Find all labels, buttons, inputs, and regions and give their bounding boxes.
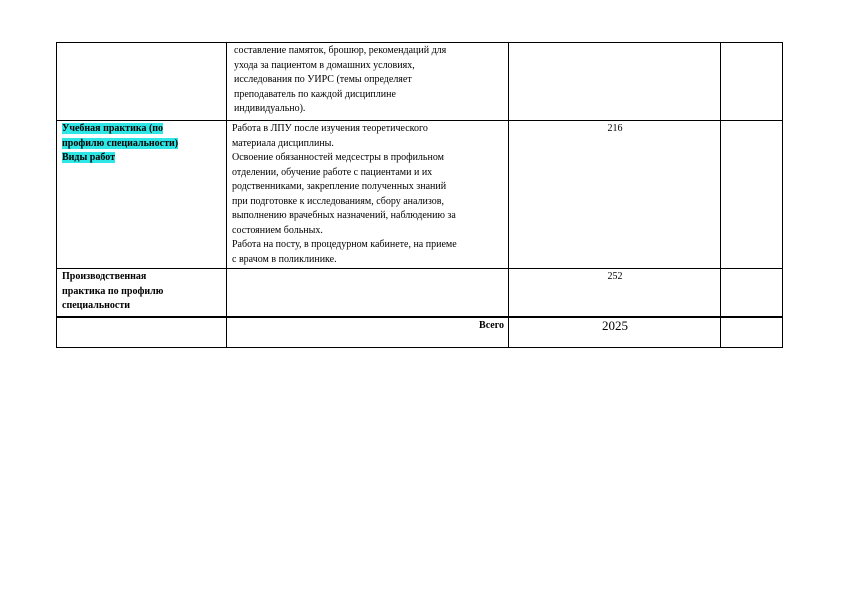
content-line: материала дисциплины. — [232, 137, 334, 149]
content-line: составление памяток, брошюр, рекомендаций для — [234, 45, 447, 56]
hours-cell-empty — [509, 43, 721, 121]
content-line: родственниками, закрепление полученных знаний — [232, 181, 447, 192]
section-cell-empty — [57, 317, 227, 348]
content-cell — [227, 43, 509, 121]
content-line: индивидуально). — [234, 103, 306, 114]
content-line: Работа в ЛПУ после изучения теоретического — [232, 123, 428, 134]
section-title-line: Учебная практика (по — [62, 123, 164, 134]
total-hours: 2025 — [509, 317, 721, 348]
extra-cell-empty — [721, 43, 783, 121]
section-cell-educational-practice — [57, 121, 227, 269]
hours-cell: 252 — [509, 269, 721, 317]
content-line: Освоение обязанностей медсестры в профильном — [232, 152, 444, 163]
extra-cell-empty — [721, 121, 783, 269]
content-line: Работа на посту, в процедурном кабинете, на приеме — [232, 239, 457, 250]
content-line: преподаватель по каждой дисциплине — [234, 88, 396, 100]
content-line: исследования по УИРС (темы определяет — [234, 74, 412, 85]
content-cell — [227, 121, 509, 269]
content-line: с врачом в поликлинике. — [232, 253, 337, 265]
table-row-continuation — [57, 43, 783, 121]
hours-cell: 216 — [509, 121, 721, 269]
section-title-line: Производственная — [62, 271, 147, 282]
table-row-educational-practice — [57, 121, 783, 269]
section-title-line: специальности — [62, 300, 131, 311]
content-line: при подготовке к исследованиям, сбору анализов, — [232, 195, 445, 207]
curriculum-table — [56, 42, 783, 348]
section-cell-production-practice — [57, 269, 227, 317]
content-line: выполнению врачебных назначений, наблюдению за — [232, 210, 456, 221]
section-title-line: профилю специальности) — [62, 137, 179, 149]
table-row-total — [57, 317, 783, 348]
extra-cell-empty — [721, 317, 783, 348]
content-line: отделении, обучение работе с пациентами и их — [232, 166, 433, 178]
content-line: состоянием больных. — [232, 224, 323, 236]
content-line: ухода за пациентом в домашних условиях, — [234, 59, 415, 71]
table-row-production-practice — [57, 269, 783, 317]
section-cell-empty — [57, 43, 227, 121]
total-label: Всего — [227, 317, 509, 348]
content-cell-empty — [227, 269, 509, 317]
section-title-line: практика по профилю — [62, 285, 164, 297]
section-subtitle: Виды работ — [62, 152, 116, 163]
extra-cell-empty — [721, 269, 783, 317]
